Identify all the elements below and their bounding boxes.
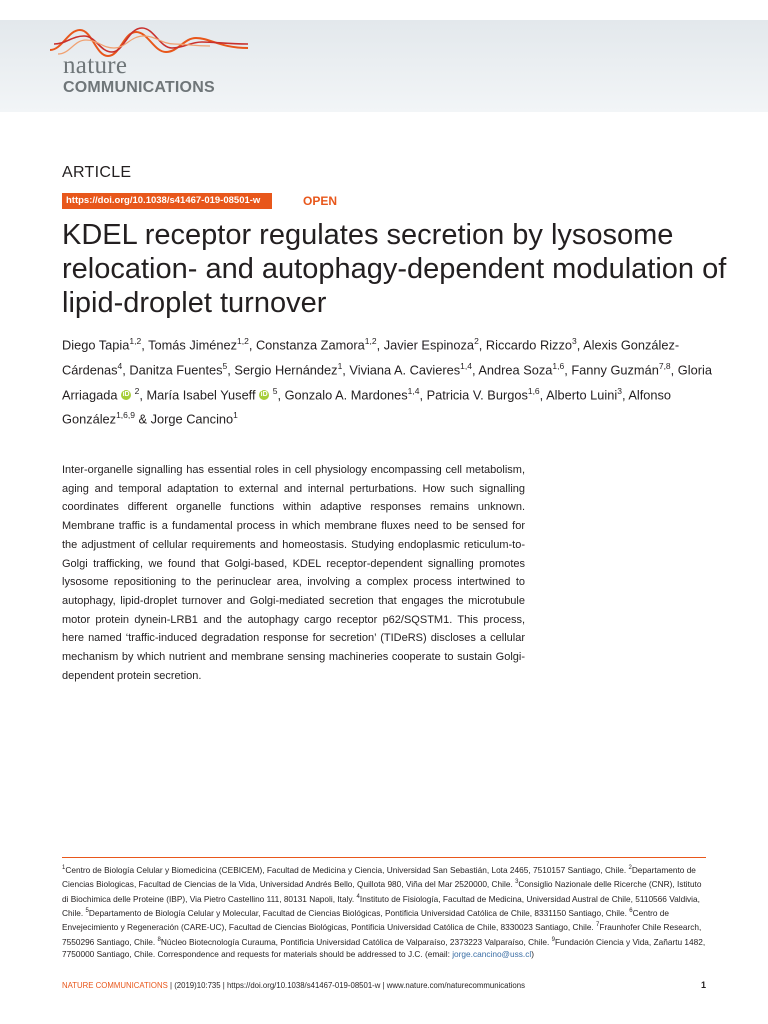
author-affiliation-number: 2 bbox=[474, 336, 479, 346]
affiliation-number: 4 bbox=[356, 893, 360, 900]
affiliation-number: 1 bbox=[62, 865, 66, 871]
logo-communications-text: COMMUNICATIONS bbox=[63, 79, 215, 96]
author-separator: , bbox=[227, 362, 235, 378]
author-name[interactable]: Andrea Soza bbox=[478, 362, 553, 378]
affiliation-number: 5 bbox=[85, 908, 89, 915]
author-separator: & bbox=[134, 411, 151, 427]
author-affiliation-number: 1,2 bbox=[236, 336, 249, 346]
page-number: 1 bbox=[700, 980, 706, 990]
affiliation-divider bbox=[62, 857, 706, 858]
author-affiliation-number: 4 bbox=[117, 360, 123, 371]
author-separator: , bbox=[564, 362, 572, 378]
author-name[interactable]: Sergio Hernández bbox=[234, 362, 338, 378]
author-name[interactable]: Diego Tapia bbox=[62, 337, 130, 353]
author-affiliation-number: 1,6 bbox=[552, 360, 565, 371]
author-affiliation-number: 1,6 bbox=[527, 385, 540, 396]
affiliation-text: Fraunhofer Chile Research, 7550296 Santiago, Chile. bbox=[62, 922, 702, 947]
author-separator: , bbox=[670, 362, 678, 378]
author-affiliation-number: 5 bbox=[272, 385, 278, 396]
orcid-icon[interactable]: iD bbox=[122, 391, 130, 399]
author-affiliation-number: 7,8 bbox=[658, 360, 671, 371]
author-affiliation-number: 3 bbox=[617, 385, 622, 396]
affiliation-number: 2 bbox=[628, 865, 632, 871]
author-name[interactable]: Viviana A. Cavieres bbox=[349, 362, 461, 378]
journal-logo[interactable] bbox=[50, 22, 250, 102]
affiliation-text: Fundación Ciencia y Vida, Zañartu 1482, 7750000 Santiago, Chile. bbox=[62, 936, 706, 960]
footer-journal-name[interactable]: NATURE COMMUNICATIONS bbox=[62, 981, 168, 990]
author-name[interactable]: Alberto Luini bbox=[546, 386, 618, 402]
affiliation-text: Centro de Biología Celular y Biomedicina (CEBICEM), Facultad de Medicina y Ciencia, Universidad San Sebastián, Lota 2465, 7510157 Santiago, Chile. bbox=[65, 864, 629, 875]
author-name[interactable]: Gonzalo A. Mardones bbox=[284, 386, 408, 402]
author-separator: , bbox=[248, 337, 256, 353]
author-affiliation-number: 3 bbox=[571, 336, 577, 346]
author-separator: , bbox=[342, 362, 350, 378]
author-name[interactable]: Gloria Arriagada bbox=[62, 362, 712, 402]
orcid-icon[interactable]: iD bbox=[260, 391, 268, 399]
correspondence-text: Correspondence and requests for materials should be addressed to J.C. (email: bbox=[157, 949, 453, 960]
author-name[interactable]: Constanza Zamora bbox=[255, 337, 365, 353]
author-affiliation-number: 1 bbox=[337, 360, 343, 371]
author-separator: , bbox=[539, 386, 547, 402]
article-type-label: ARTICLE bbox=[62, 164, 132, 181]
author-name[interactable]: María Isabel Yuseff bbox=[146, 386, 256, 402]
author-separator: , bbox=[471, 362, 479, 378]
author-name[interactable]: Jorge Cancino bbox=[150, 411, 234, 427]
author-affiliation-number: 1,2 bbox=[364, 336, 377, 346]
affiliation-text: Departamento de Ciencias Biologicas, Facultad de Ciencias de la Vida, Universidad Andrés Bello, Quillota 980, Viña del Mar 2520000, Chile. bbox=[62, 864, 696, 890]
footer-citation: | (2019)10:735 | https://doi.org/10.1038/s41467-019-08501-w | www.nature.com/naturecommunications bbox=[167, 981, 525, 990]
affiliation-text: Departamento de Biología Celular y Molecular, Facultad de Ciencias Biológicas, Pontificia Universidad Católica de Chile, 8331150 Santiago, Chile. bbox=[88, 907, 630, 918]
correspondence-email-link[interactable]: jorge.cancino@uss.cl bbox=[452, 949, 532, 960]
affiliation-number: 7 bbox=[596, 922, 600, 929]
author-separator: , bbox=[576, 337, 584, 353]
author-affiliation-number: 1,2 bbox=[129, 336, 142, 346]
author-name[interactable]: Riccardo Rizzo bbox=[485, 337, 572, 353]
author-separator: , bbox=[621, 386, 629, 402]
affiliations-block bbox=[62, 862, 706, 961]
article-title: KDEL receptor regulates secretion by lysosome relocation- and autophagy-dependent modulation of lipid-droplet turnover bbox=[62, 219, 727, 319]
doi-link[interactable]: https://doi.org/10.1038/s41467-019-08501-w bbox=[62, 193, 272, 209]
affiliation-number: 6 bbox=[629, 908, 633, 915]
author-separator: , bbox=[419, 386, 427, 402]
author-name[interactable]: Tomás Jiménez bbox=[148, 337, 237, 353]
author-separator: , bbox=[478, 337, 486, 353]
author-affiliation-number: 1,6,9 bbox=[116, 410, 135, 421]
author-name[interactable]: Danitza Fuentes bbox=[129, 362, 223, 378]
author-name[interactable]: Patricia V. Burgos bbox=[426, 386, 528, 402]
author-list bbox=[62, 331, 742, 430]
open-access-label: OPEN bbox=[303, 194, 338, 208]
author-separator: , bbox=[141, 337, 149, 353]
author-name[interactable]: Fanny Guzmán bbox=[571, 362, 659, 378]
author-separator: , bbox=[376, 337, 384, 353]
page-footer bbox=[62, 981, 706, 990]
author-affiliation-number: 1,4 bbox=[460, 360, 472, 371]
author-name[interactable]: Alfonso González bbox=[62, 386, 672, 427]
abstract-text: Inter-organelle signalling has essential roles in cell physiology encompassing cell metabolism, aging and temporal adaptation to external and internal perturbations. How such signalling coordinates different organelle functions within adaptive responses remains unknown. Membrane traffic is a fundamental process in which membrane fluxes need to be sensed for the adjustment of cellular requirements and homeostasis. Studying endoplasmic reticulum-to-Golgi trafficking, we found that Golgi-based, KDEL receptor-dependent signalling promotes lysosome repositioning to the perinuclear area, involving a complex process intertwined to autophagy, lipid-droplet turnover and Golgi-mediated secretion that engages the microtubule motor protein dynein-LRB1 and the autophagy cargo receptor p62/SQSTM1. This process, here named ‘traffic-induced degradation response for secretion’ (TIDeRS) discloses a cellular mechanism by which nutrient and membrane sensing machineries cooperate to sustain Golgi-dependent protein secretion. bbox=[62, 464, 525, 682]
author-affiliation-number: 1,4 bbox=[407, 385, 420, 396]
author-name[interactable]: Javier Espinoza bbox=[383, 337, 475, 353]
affiliation-text: Instituto de Fisiología, Facultad de Medicina, Universidad Austral de Chile, 5110566 Valdivia, Chile. bbox=[62, 893, 700, 918]
author-separator: , bbox=[139, 386, 147, 402]
logo-nature-text: nature bbox=[63, 52, 128, 79]
author-affiliation-number: 5 bbox=[222, 360, 228, 371]
author-affiliation-number: 2 bbox=[134, 385, 140, 396]
affiliation-number: 9 bbox=[551, 936, 555, 943]
affiliation-text: Centro de Envejecimiento y Regeneración (CARE-UC), Facultad de Ciencias Biológicas, Pontificia Universidad Católica de Chile, 8330023 Santiago, Chile. bbox=[62, 907, 670, 933]
affiliation-number: 3 bbox=[515, 879, 519, 886]
affiliation-text: Núcleo Biotecnología Curauma, Pontificia Universidad Católica de Valparaíso, 2373223 Valparaíso, Chile. bbox=[160, 936, 552, 947]
affiliation-text: Consiglio Nazionale delle Ricerche (CNR), Istituto di Biochimica delle Proteine (IBP), Via Pietro Castellino 111, 80131 Napoli, Italy. bbox=[62, 879, 702, 904]
author-separator: , bbox=[277, 386, 285, 402]
author-affiliation-number: 1 bbox=[233, 410, 238, 421]
correspondence-close: ) bbox=[531, 949, 534, 960]
affiliation-number: 8 bbox=[157, 936, 161, 943]
author-name[interactable]: Alexis González-Cárdenas bbox=[62, 337, 680, 378]
author-separator: , bbox=[122, 362, 130, 378]
